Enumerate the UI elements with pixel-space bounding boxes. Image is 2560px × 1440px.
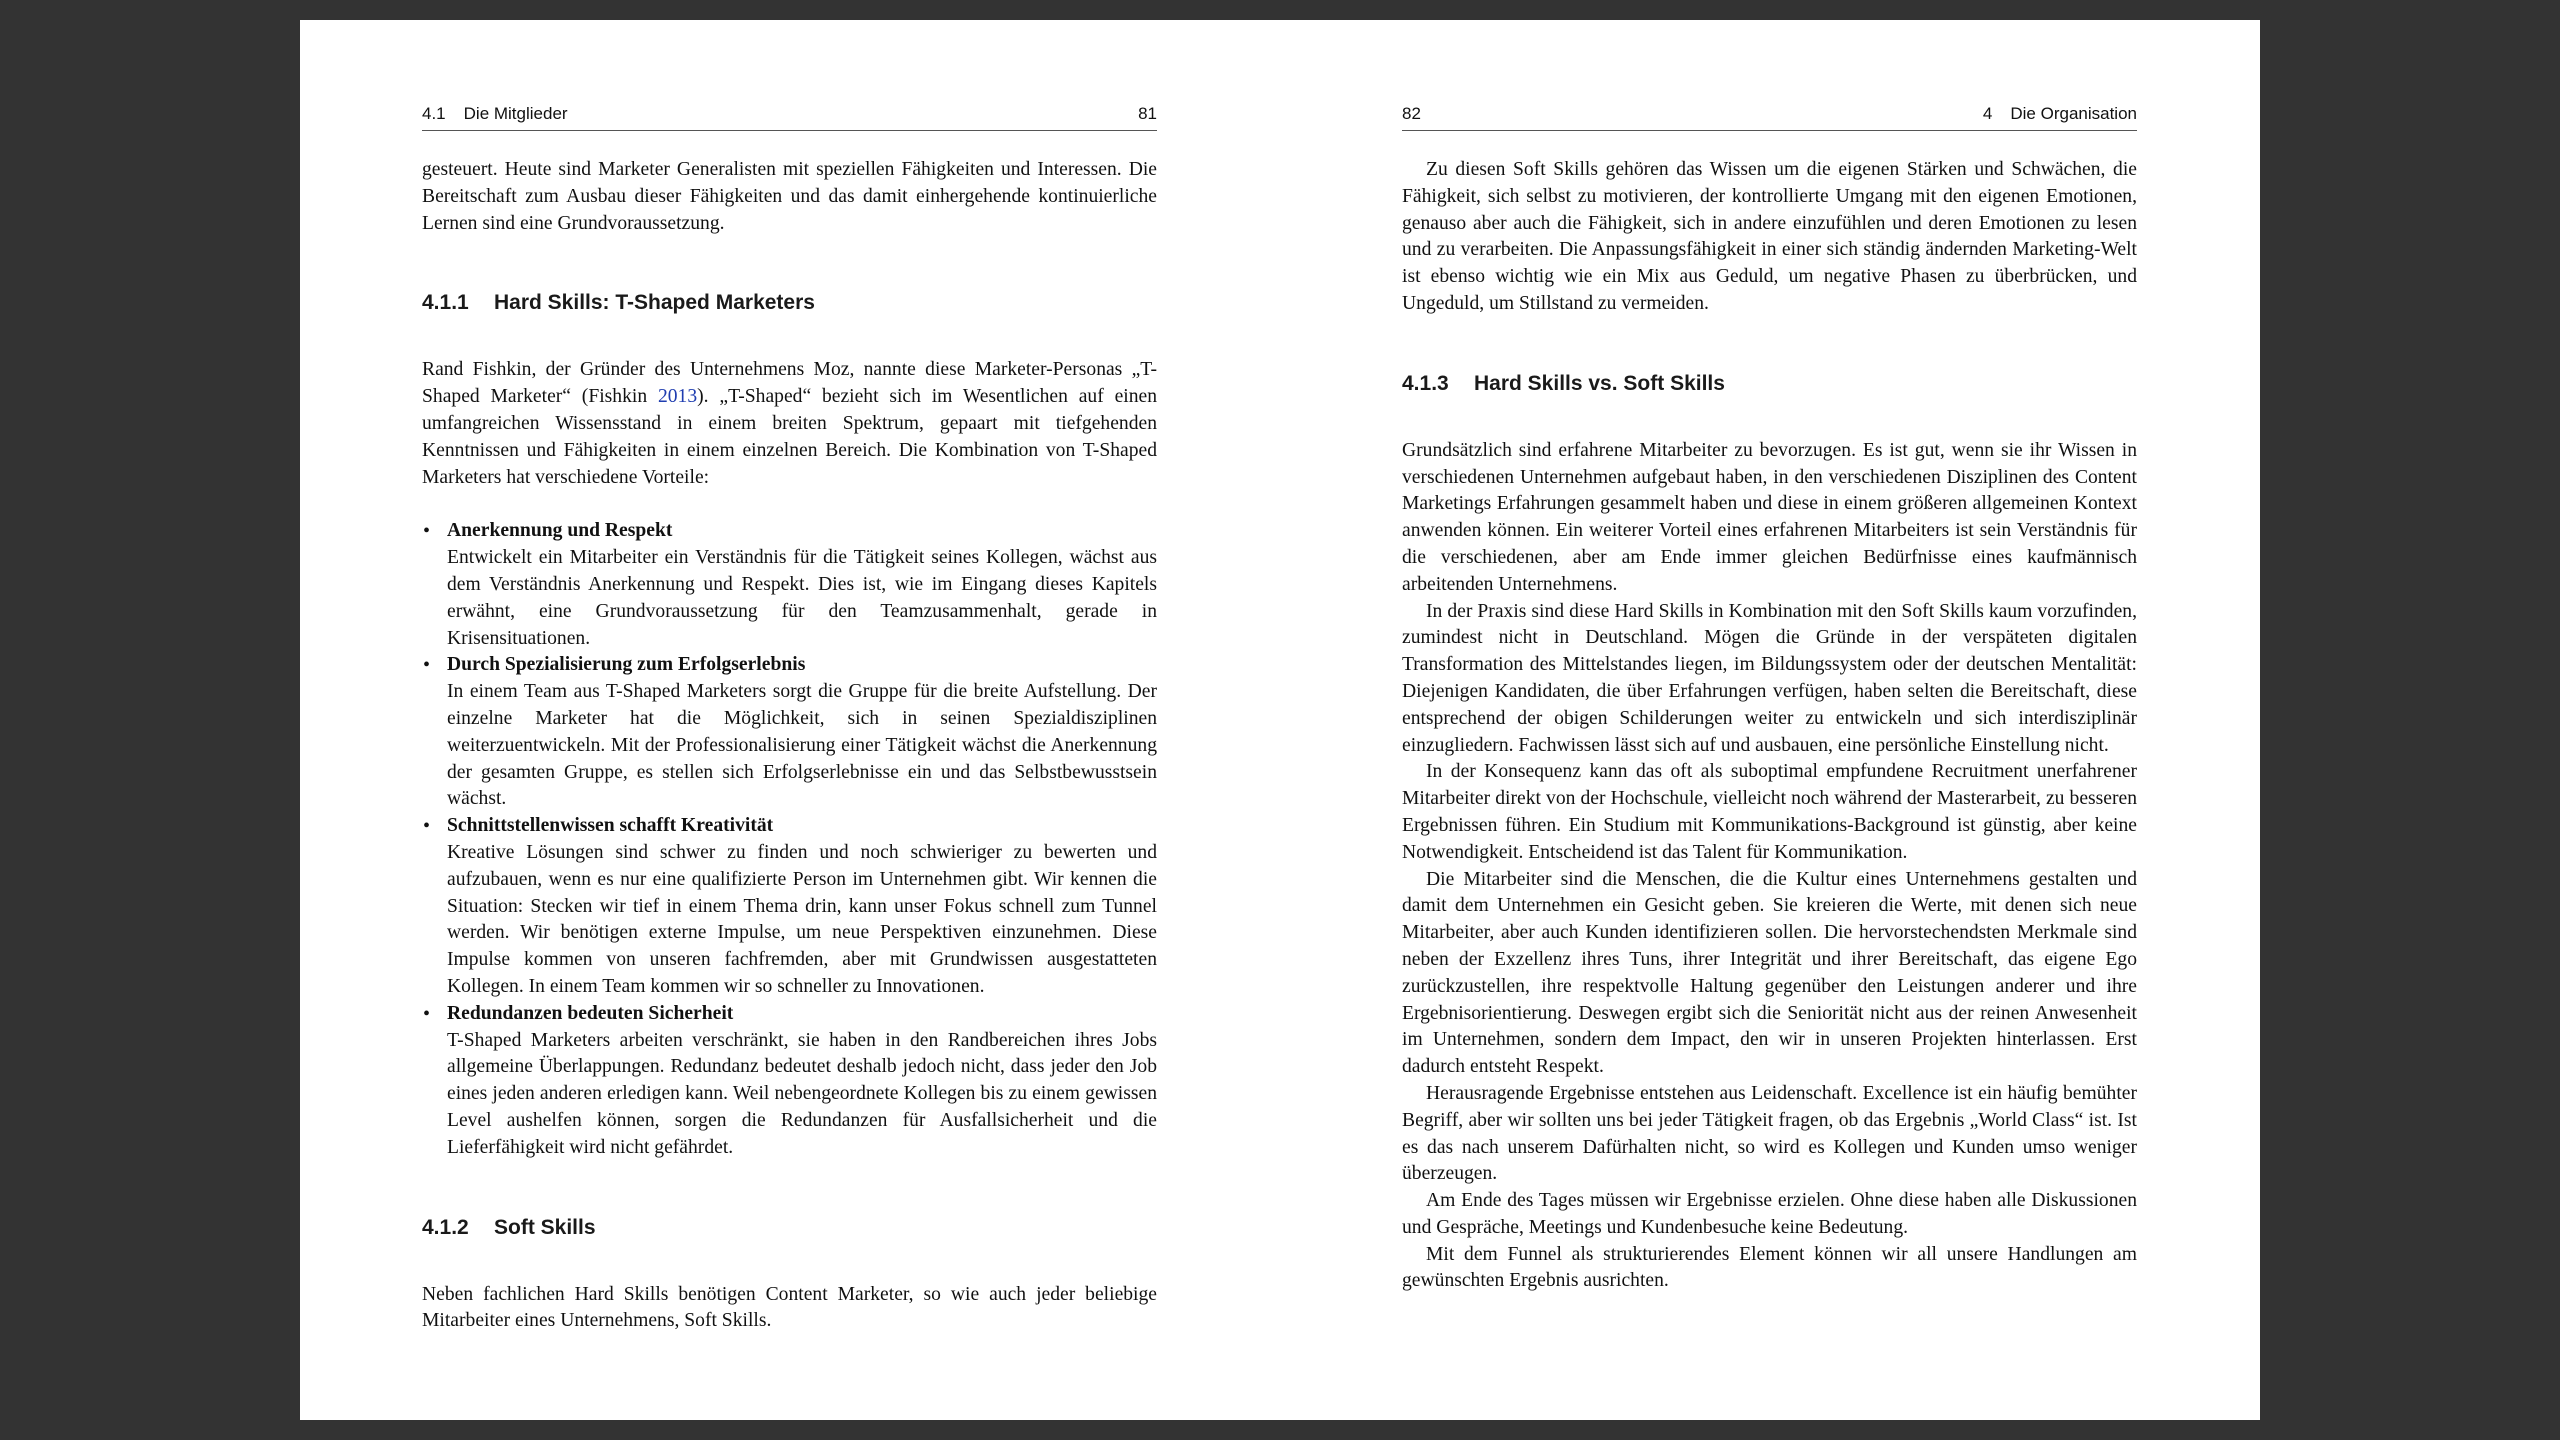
header-section-number: 4.1 <box>422 104 446 123</box>
paragraph-soft-skills-intro: Neben fachlichen Hard Skills benötigen Content Marketer, so wie auch jeder beliebige Mitarbeiter eines Unternehmens, Soft Skills. <box>422 1283 1157 1332</box>
body-paragraph: Grundsätzlich sind erfahrene Mitarbeiter zu bevorzugen. Es ist gut, wenn sie ihr Wissen in verschiedenen Unternehmen aufgebaut haben, in den verschiedenen Disziplinen des Content Marketings Erfahrungen gesammelt haben und diese in einem größeren allgemeinen Kontext anwenden können. Ein weiterer Vorteil eines erfahrenen Mitarbeiters ist sein Verständnis für die verschiedenen, aber am Ende immer gleichen Bedürfnisse eines kaufmännisch arbeitenden Unternehmens. <box>1402 439 2137 595</box>
running-head-right <box>1402 102 2137 131</box>
bullet-title: • Durch Spezialisierung zum Erfolgserlebnis <box>447 654 806 676</box>
list-item <box>422 1001 1157 1162</box>
section-heading-4-1-2: 4.1.2 Soft Skills <box>422 1215 596 1239</box>
list-item <box>422 518 1157 652</box>
body-paragraph: Die Mitarbeiter sind die Menschen, die die Kultur eines Unternehmens gestalten und damit dem Unternehmen ein Gesicht geben. Sie kreieren die Werte, mit denen sich neue Mitarbeiter, aber auch Kunden identifizieren sollen. Die hervorstechendsten Merkmale sind neben der Exzellenz ihres Tuns, ihrer Integrität und ihrer Bereitschaft, das eigene Ego zurückzustellen, ihre respektvolle Haltung gegenüber den Leistungen anderer und ihre Ergebnisorientierung. Deswegen ergibt sich die Seniorität nicht aus der reinen Anwesenheit im Unternehmen, sondern dem Impact, den wir in unseren Projekten hinterlassen. Erst dadurch entsteht Respekt. <box>1402 868 2137 1078</box>
section-heading-4-1-1: 4.1.1 Hard Skills: T-Shaped Marketers <box>422 291 815 315</box>
body-paragraph: In der Konsequenz kann das oft als suboptimal empfundene Recruitment unerfahrener Mitarbeiter direkt von der Hochschule, vielleicht noch während der Masterarbeit, zu besseren Ergebnissen führen. Ein Studium mit Kommunikations-Background ist günstig, aber keine Notwendigkeit. Entscheidend ist das Talent für Kommunikation. <box>1402 761 2137 863</box>
bullet-title: • Anerkennung und Respekt <box>447 520 673 542</box>
book-spread <box>300 20 2260 1420</box>
citation-link[interactable]: 2013 <box>657 386 698 408</box>
intro-paragraph: gesteuert. Heute sind Marketer Generalisten mit speziellen Fähigkeiten und Interessen. Die Bereitschaft zum Ausbau dieser Fähigkeiten und das damit einhergehende kontinuierliche Lernen sind eine Grundvoraussetzung. <box>422 159 1157 234</box>
body-paragraph: Herausragende Ergebnisse entstehen aus Leidenschaft. Excellence ist ein häufig bemühter Begriff, aber wir sollten uns bei jeder Tätigkeit fragen, ob das Ergebnis „World Class“ ist. Ist es das nach unserem Dafürhalten nicht, so wird es Kollegen und Kunden umso weniger überzeugen. <box>1402 1082 2137 1185</box>
body-paragraph: Mit dem Funnel als strukturierendes Element können wir all unsere Handlungen am gewünschten Ergebnis ausrichten. <box>1402 1243 2137 1292</box>
list-item <box>422 813 1157 1001</box>
bullet-text: T-Shaped Marketers arbeiten verschränkt, sie haben in den Randbereichen ihres Jobs allgemeine Überlappungen. Redundanz bedeutet deshalb jedoch nicht, dass jeder den Job eines jeden anderen erledigen kann. Weil nebengeordnete Kollegen bis zu einem gewissen Level aushelfen können, sorgen die Redundanzen für Ausfallsicherheit und die Lieferfähigkeit wird nicht gefährdet. <box>447 1029 1157 1158</box>
bullet-text: Kreative Lösungen sind schwer zu finden und noch schwieriger zu bewerten und aufzubauen, wenn es nur eine qualifizierte Person im Unternehmen gibt. Wir kennen die Situation: Stecken wir tief in einem Thema drin, kann unser Fokus schnell zum Tunnel werden. Wir benötigen externe Impulse, um neue Perspektiven einzunehmen. Diese Impulse kommen von unseren fachfremden, aber mit Grundwissen ausgestatteten Kollegen. In einem Team kommen wir so schneller zu Innovationen. <box>447 841 1157 997</box>
page-number-left: 81 <box>1138 104 1157 123</box>
left-page-body <box>422 157 1157 1335</box>
paragraph-t-shaped: Rand Fishkin, der Gründer des Unternehmens Moz, nannte diese Marketer-Personas „T-Shaped Marketer“ (Fishkin 2013). „T-Shaped“ bezieht sich im Wesentlichen auf einen umfangreichen Wissensstand in einem breiten Spektrum, gepaart mit tiefgehenden Kenntnissen und Fähigkeiten in einem einzelnen Bereich. Die Kombination von T-Shaped Marketers hat verschiedene Vorteile: <box>422 359 1158 488</box>
bullet-title: • Schnittstellenwissen schafft Kreativität <box>447 815 774 837</box>
header-section-title: Die Mitglieder <box>463 104 568 123</box>
paragraph-soft-skills: Zu diesen Soft Skills gehören das Wissen um die eigenen Stärken und Schwächen, die Fähigkeit, sich selbst zu motivieren, der kontrollierte Umgang mit den eigenen Emotionen, genauso aber auch die Fähigkeit, sich in andere einzufühlen und deren Emotionen zu lesen und zu verarbeiten. Die Anpassungsfähigkeit in einer sich ständig ändernden Marketing-Welt ist ebenso wichtig wie ein Mix aus Geduld, um negative Phasen zu überbrücken, und Ungeduld, um Stillstand zu vermeiden. <box>1402 159 2137 314</box>
header-chapter-number: 4 <box>1982 104 1993 123</box>
right-page-body <box>1402 157 2137 1295</box>
page-number-right: 82 <box>1402 104 1421 123</box>
bullet-text: Entwickelt ein Mitarbeiter ein Verständnis für die Tätigkeit seines Kollegen, wächst aus dem Verständnis Anerkennung und Respekt. Dies ist, wie im Eingang dieses Kapitels erwähnt, eine Grundvoraussetzung für den Teamzusammenhalt, gerade in Krisensituationen. <box>447 547 1157 649</box>
list-item <box>422 652 1157 813</box>
header-chapter-title: Die Organisation <box>2010 104 2137 123</box>
body-paragraph: In der Praxis sind diese Hard Skills in Kombination mit den Soft Skills kaum vorzufinden, zumindest nicht in Deutschland. Mögen die Gründe in der verspäteten digitalen Transformation des Mittelstandes liegen, im Bildungssystem oder der deutschen Mentalität: Diejenigen Kandidaten, die über Erfahrungen verfügen, haben selten die Bereitschaft, diese entsprechend der obigen Schilderungen weiter zu entwickeln und sich interdisziplinär einzugliedern. Fachwissen lässt sich auf und ausbauen, eine persönliche Einstellung nicht. <box>1402 600 2137 756</box>
section-heading-4-1-3: 4.1.3 Hard Skills vs. Soft Skills <box>1402 371 1725 395</box>
bullet-text: In einem Team aus T-Shaped Marketers sorgt die Gruppe für die breite Aufstellung. Der einzelne Marketer hat die Möglichkeit, sich in seinen Spezialdisziplinen weiterzuentwickeln. Mit der Professionalisierung einer Tätigkeit wächst die Anerkennung der gesamten Gruppe, es stellen sich Erfolgserlebnisse ein und das Selbstbewusstsein wächst. <box>447 681 1157 810</box>
running-head-left <box>422 102 1157 131</box>
bullet-title: • Redundanzen bedeuten Sicherheit <box>447 1002 734 1024</box>
body-paragraph: Am Ende des Tages müssen wir Ergebnisse erzielen. Ohne diese haben alle Diskussionen und Gespräche, Meetings und Kundenbesuche keine Bedeutung. <box>1402 1190 2137 1238</box>
advantages-list <box>422 518 1157 1161</box>
